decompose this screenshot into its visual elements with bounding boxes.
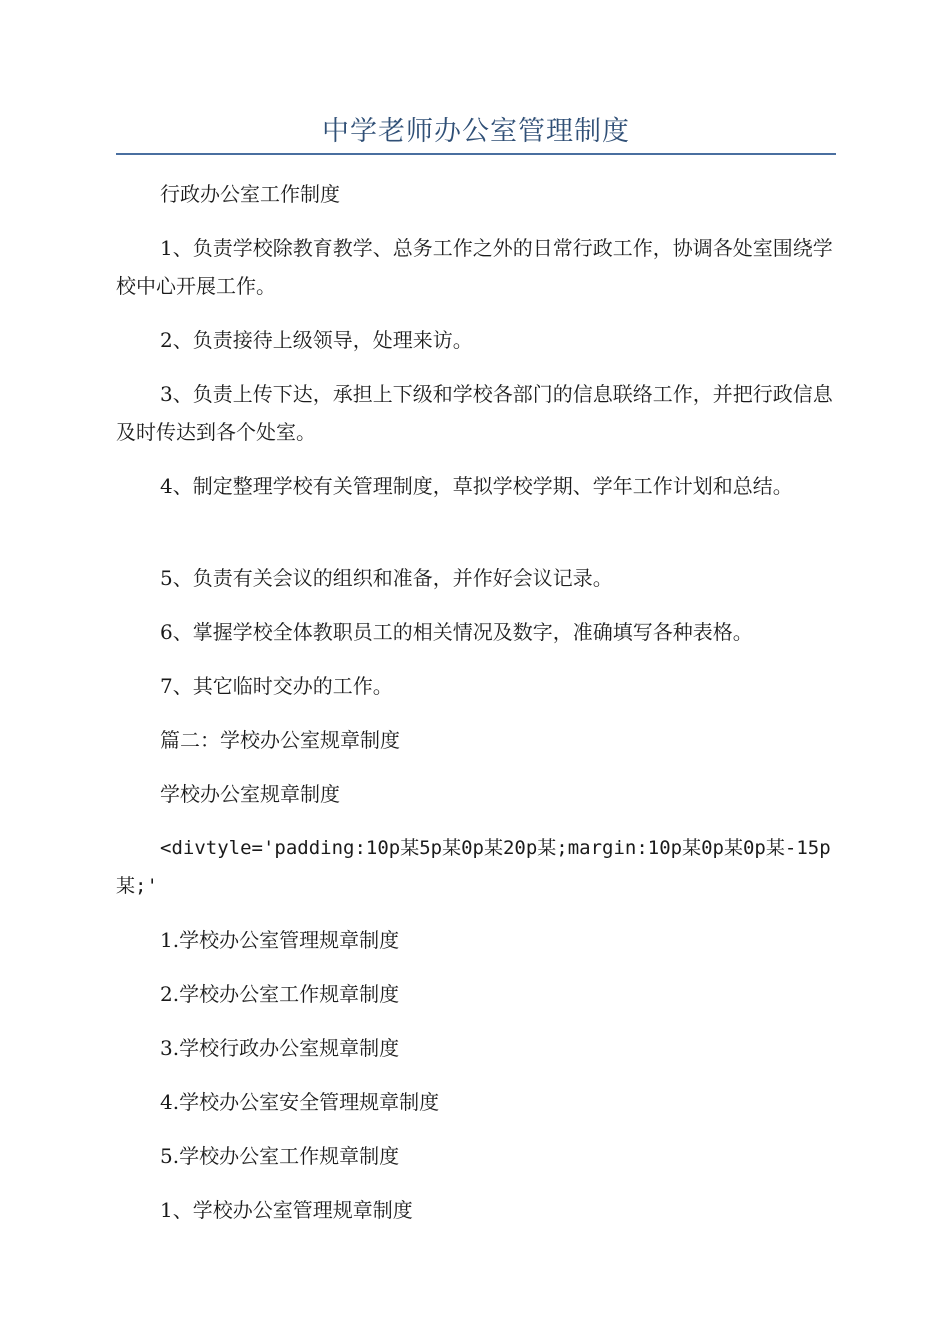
- title-underline: [116, 153, 836, 155]
- list-item-2: 2.学校办公室工作规章制度: [160, 982, 400, 1006]
- list-item-1: 1.学校办公室管理规章制度: [160, 928, 400, 952]
- paragraph-item-4: 4、制定整理学校有关管理制度，草拟学校学期、学年工作计划和总结。: [160, 474, 793, 498]
- paragraph-item-1: 1、负责学校除教育教学、总务工作之外的日常行政工作，协调各处室围绕学校中心开展工作。: [116, 236, 833, 298]
- section-subheading: 学校办公室规章制度: [160, 782, 340, 806]
- paragraph-heading: 行政办公室工作制度: [160, 182, 340, 206]
- document-title: 中学老师办公室管理制度: [322, 116, 630, 147]
- list-item-5: 5.学校办公室工作规章制度: [160, 1144, 400, 1168]
- paragraph-item-3: 3、负责上传下达，承担上下级和学校各部门的信息联络工作，并把行政信息及时传达到各个处室。: [116, 382, 833, 444]
- list-item-3: 3.学校行政办公室规章制度: [160, 1036, 400, 1060]
- paragraph-item-5: 5、负责有关会议的组织和准备，并作好会议记录。: [160, 566, 613, 590]
- code-fragment: <divtyle='padding:10p某5p某0p某20p某;margin:10p某0p某0p某-15p某;': [116, 837, 831, 897]
- section-heading: 篇二：学校办公室规章制度: [160, 728, 400, 752]
- document-page: [116, 0, 836, 1344]
- paragraph-item-2: 2、负责接待上级领导，处理来访。: [160, 328, 473, 352]
- paragraph-item-7: 7、其它临时交办的工作。: [160, 674, 393, 698]
- list-item-4: 4.学校办公室安全管理规章制度: [160, 1090, 440, 1114]
- paragraph-item-6: 6、掌握学校全体教职员工的相关情况及数字，准确填写各种表格。: [160, 620, 753, 644]
- paragraph-subsection: 1、学校办公室管理规章制度: [160, 1198, 413, 1222]
